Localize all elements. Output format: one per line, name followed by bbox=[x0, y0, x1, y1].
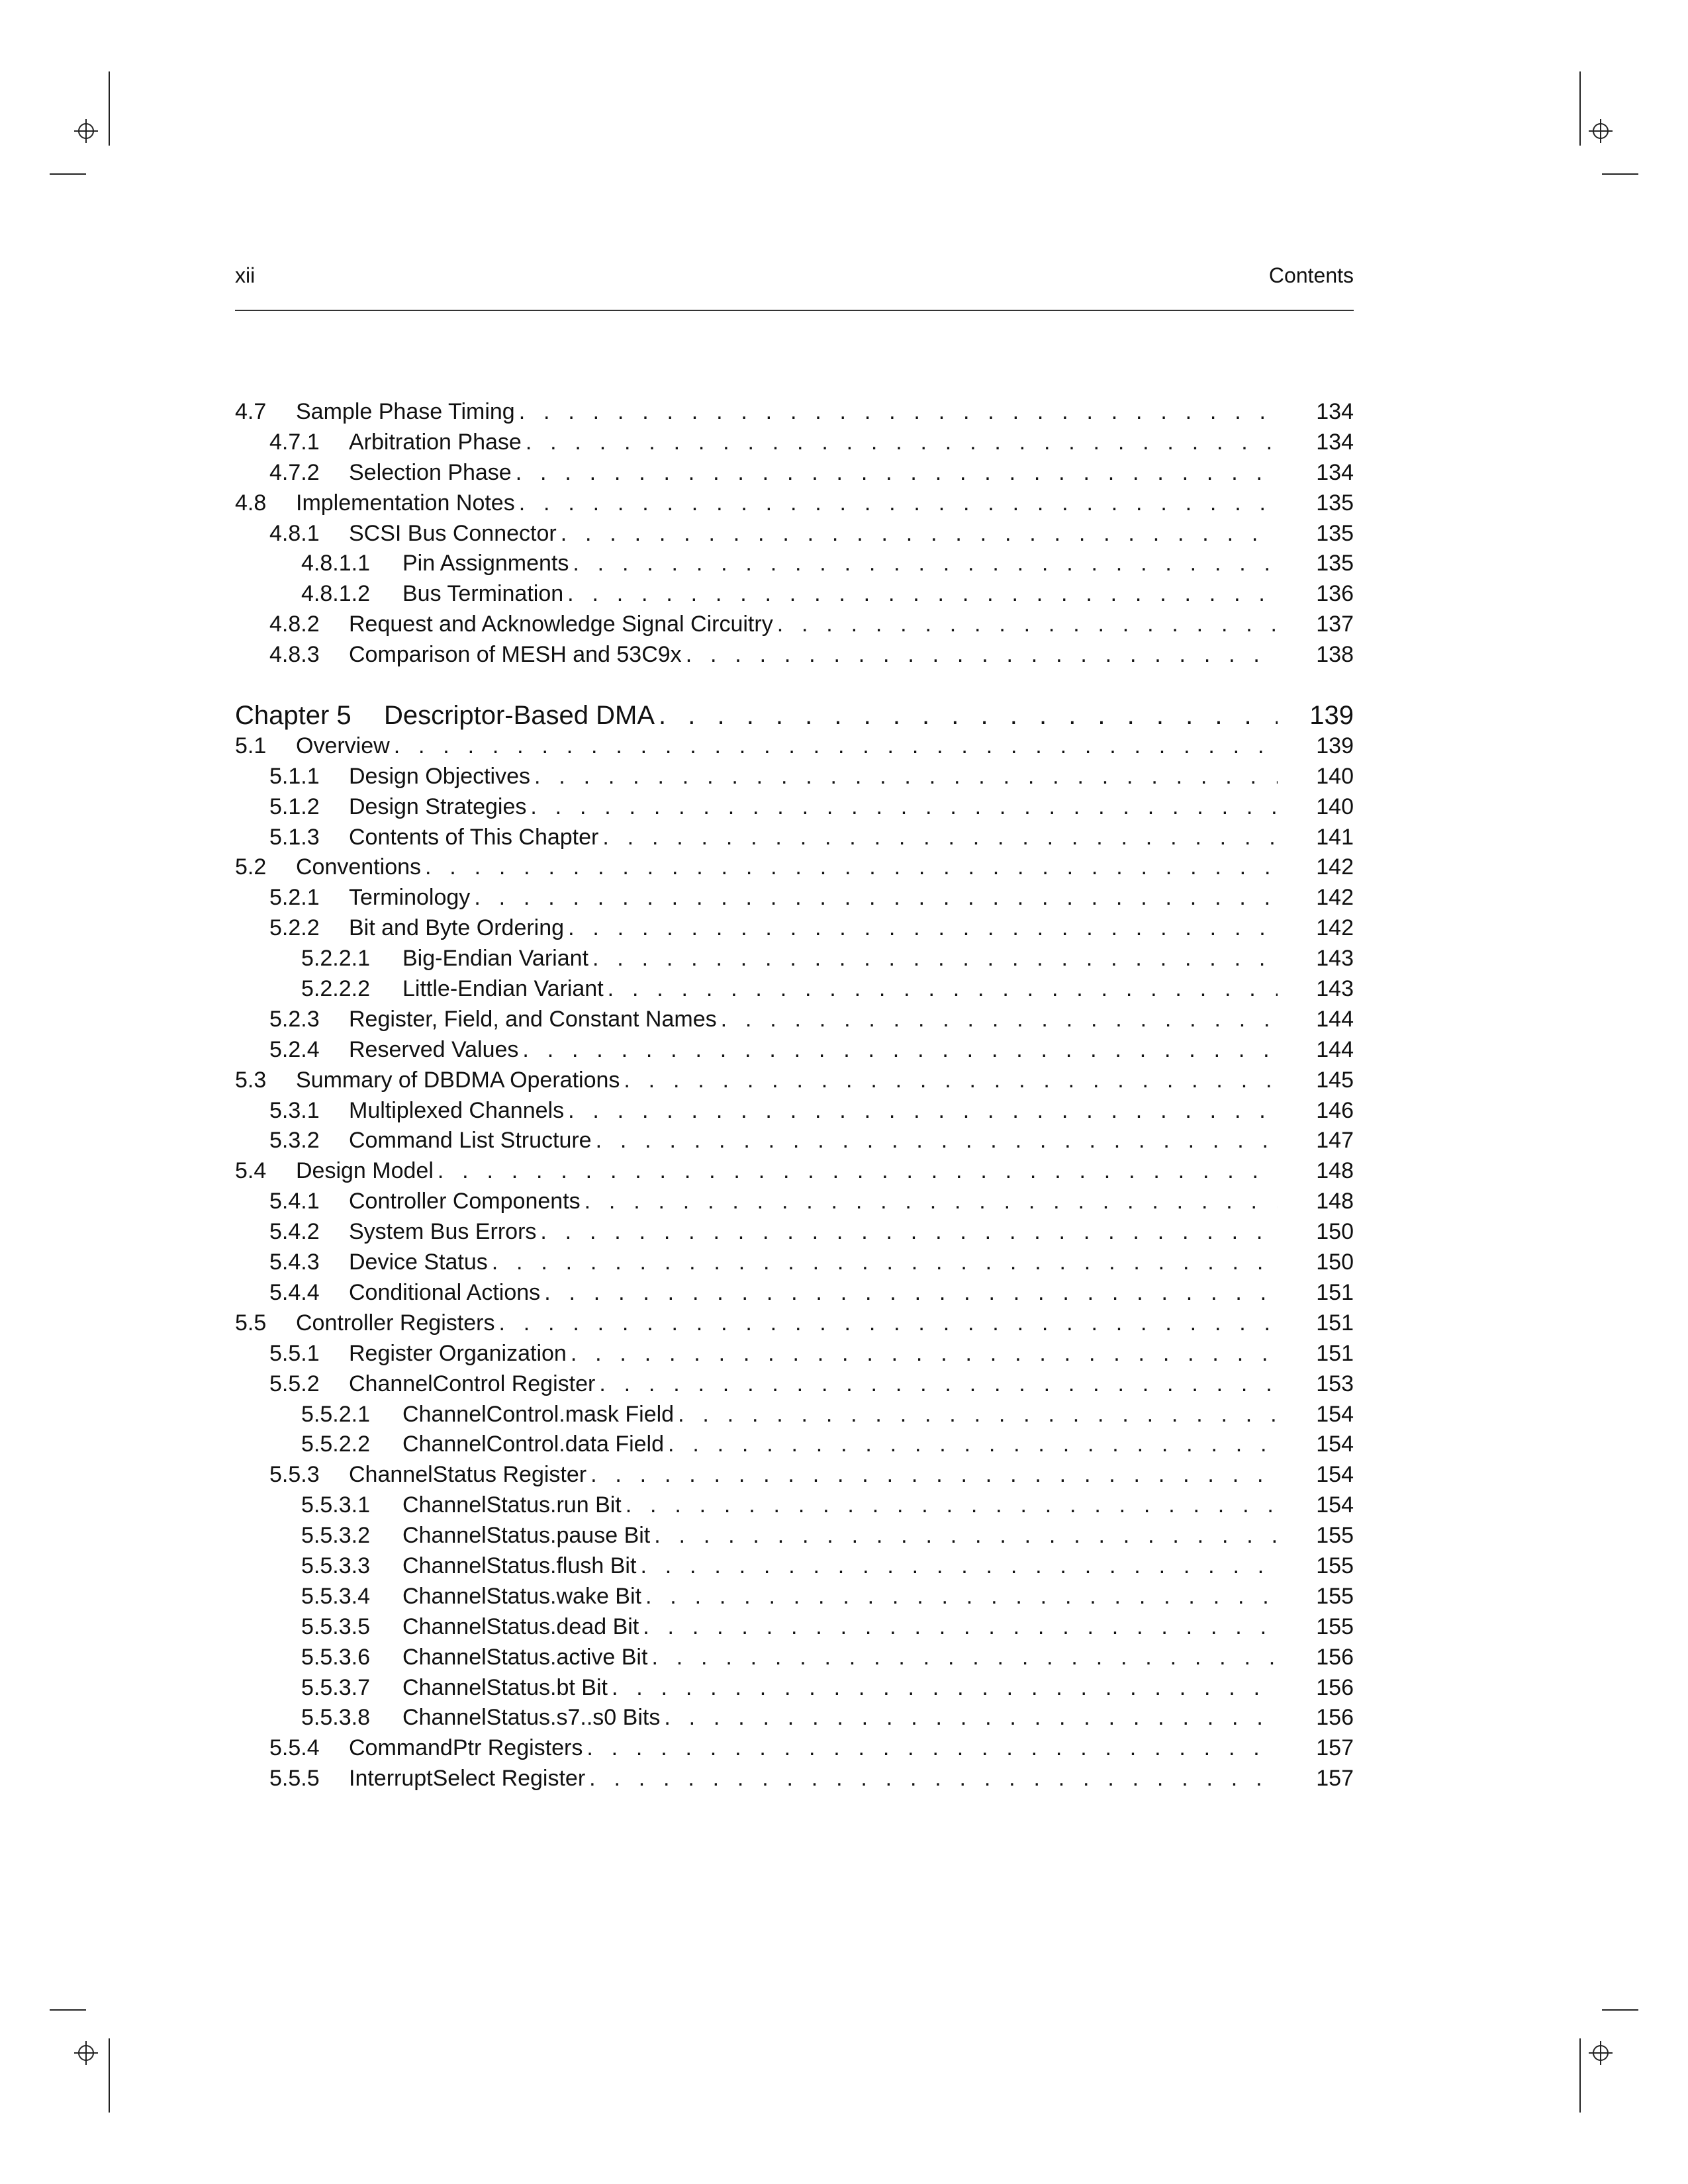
toc-entry-page: 135 bbox=[1316, 490, 1354, 516]
toc-entry-number: 4.8.1.1 bbox=[301, 551, 370, 576]
dot-leader bbox=[494, 1308, 1278, 1339]
dot-leader bbox=[530, 762, 1278, 792]
toc-entry-number: 5.5.3.5 bbox=[301, 1614, 370, 1639]
toc-entry-page: 143 bbox=[1316, 976, 1354, 1002]
toc-entry-title: ChannelControl Register bbox=[349, 1371, 596, 1396]
toc-entry-number: 5.1.2 bbox=[269, 794, 320, 819]
toc-entry[interactable] bbox=[235, 1156, 1354, 1187]
toc-entry[interactable] bbox=[235, 1369, 1354, 1400]
toc-entry-page: 137 bbox=[1316, 612, 1354, 637]
toc-entry-number: 5.2.2.2 bbox=[301, 976, 370, 1002]
toc-entry[interactable] bbox=[235, 1005, 1354, 1035]
toc-entry-title: Multiplexed Channels bbox=[349, 1097, 565, 1123]
toc-entry[interactable] bbox=[235, 792, 1354, 823]
toc-entry-page: 154 bbox=[1316, 1462, 1354, 1488]
running-header bbox=[235, 263, 1354, 290]
toc-entry-number: 4.8.1 bbox=[269, 520, 320, 546]
toc-entry-title: ChannelStatus.s7..s0 Bits bbox=[402, 1705, 661, 1731]
toc-entry-title: InterruptSelect Register bbox=[349, 1766, 586, 1792]
toc-entry-page: 156 bbox=[1316, 1644, 1354, 1670]
dot-leader bbox=[595, 1369, 1278, 1400]
toc-entry-title: Reserved Values bbox=[349, 1036, 519, 1062]
dot-leader bbox=[717, 1005, 1278, 1035]
toc-entry[interactable] bbox=[235, 488, 1354, 519]
toc-entry-page: 135 bbox=[1316, 520, 1354, 546]
toc-entry-page: 150 bbox=[1316, 1250, 1354, 1275]
dot-leader bbox=[421, 852, 1278, 883]
toc-entry-title: Bit and Byte Ordering bbox=[349, 915, 565, 941]
toc-entry[interactable] bbox=[235, 640, 1354, 670]
toc-entry-title: Implementation Notes bbox=[296, 490, 515, 516]
dot-leader bbox=[636, 1551, 1278, 1582]
toc-entry-page: 142 bbox=[1316, 915, 1354, 941]
toc-entry[interactable] bbox=[235, 1066, 1354, 1096]
toc-entry-number: 4.8.2 bbox=[269, 612, 320, 637]
toc-entry-number: 5.1.3 bbox=[269, 824, 320, 850]
dot-leader bbox=[515, 488, 1278, 519]
toc-entry-number: 5.5.2.2 bbox=[301, 1432, 370, 1457]
registration-mark-icon bbox=[74, 119, 98, 143]
toc-entry-title: ChannelStatus.dead Bit bbox=[402, 1614, 639, 1639]
toc-entry-page: 151 bbox=[1316, 1279, 1354, 1305]
toc-entry-number: 5.2.3 bbox=[269, 1006, 320, 1032]
toc-entry-number: 5.5.3.3 bbox=[301, 1553, 370, 1578]
toc-entry-title: ChannelStatus.bt Bit bbox=[402, 1674, 608, 1700]
dot-leader bbox=[650, 1521, 1278, 1551]
toc-entry-page: 157 bbox=[1316, 1766, 1354, 1792]
crop-mark bbox=[50, 173, 86, 175]
dot-leader bbox=[647, 1643, 1278, 1673]
toc-entry-page: 134 bbox=[1316, 459, 1354, 485]
toc-entry[interactable] bbox=[235, 823, 1354, 853]
toc-entry-number: 5.2.1 bbox=[269, 885, 320, 911]
registration-mark-icon bbox=[74, 2041, 98, 2065]
toc-entry-title: Little-Endian Variant bbox=[402, 976, 604, 1002]
dot-leader bbox=[540, 1278, 1278, 1308]
toc-entry-page: 151 bbox=[1316, 1340, 1354, 1366]
dot-leader bbox=[682, 640, 1278, 670]
toc-entry-number: 5.4.1 bbox=[269, 1189, 320, 1214]
toc-entry-page: 135 bbox=[1316, 551, 1354, 576]
dot-leader bbox=[563, 579, 1278, 610]
toc-entry-number: 5.3.2 bbox=[269, 1128, 320, 1154]
crop-mark bbox=[109, 71, 110, 146]
toc-entry[interactable] bbox=[235, 1096, 1354, 1126]
toc-entry-title: Pin Assignments bbox=[402, 551, 569, 576]
toc-entry-title: Command List Structure bbox=[349, 1128, 592, 1154]
toc-entry[interactable] bbox=[235, 1339, 1354, 1369]
toc-entry-title: Summary of DBDMA Operations bbox=[296, 1067, 620, 1093]
toc-entry[interactable] bbox=[235, 913, 1354, 944]
toc-entry[interactable] bbox=[235, 1643, 1354, 1673]
toc-entry[interactable] bbox=[235, 1582, 1354, 1612]
toc-entry[interactable] bbox=[235, 1400, 1354, 1430]
toc-entry-title: ChannelStatus.run Bit bbox=[402, 1492, 622, 1518]
dot-leader bbox=[564, 913, 1278, 944]
dot-leader bbox=[488, 1248, 1278, 1278]
dot-leader bbox=[586, 1460, 1278, 1490]
page-number: xii bbox=[235, 263, 256, 287]
toc-entry-title: ChannelStatus Register bbox=[349, 1462, 587, 1488]
toc-entry-page: 140 bbox=[1316, 763, 1354, 789]
toc-entry-page: 142 bbox=[1316, 854, 1354, 880]
toc-entry[interactable] bbox=[235, 1764, 1354, 1794]
crop-mark bbox=[1579, 2038, 1581, 2113]
toc-entry-title: ChannelStatus.pause Bit bbox=[402, 1523, 651, 1549]
toc-entry[interactable] bbox=[235, 1733, 1354, 1764]
toc-entry-page: 146 bbox=[1316, 1097, 1354, 1123]
dot-leader bbox=[526, 792, 1278, 823]
dot-leader bbox=[567, 1339, 1278, 1369]
toc-entry[interactable] bbox=[235, 1612, 1354, 1643]
toc-entry-page: 153 bbox=[1316, 1371, 1354, 1396]
dot-leader bbox=[557, 519, 1278, 549]
dot-leader bbox=[598, 823, 1278, 853]
toc-entry[interactable] bbox=[235, 1248, 1354, 1278]
toc-entry-title: Arbitration Phase bbox=[349, 429, 522, 455]
toc-entry-title: Design Model bbox=[296, 1158, 434, 1184]
toc-entry-page: 150 bbox=[1316, 1219, 1354, 1245]
toc-entry-page: 156 bbox=[1316, 1674, 1354, 1700]
toc-entry[interactable] bbox=[235, 1430, 1354, 1460]
toc-entry[interactable] bbox=[235, 428, 1354, 458]
dot-leader bbox=[588, 944, 1278, 974]
dot-leader bbox=[592, 1126, 1278, 1156]
toc-entry-title: Design Objectives bbox=[349, 763, 531, 789]
toc-entry[interactable] bbox=[235, 1673, 1354, 1704]
toc-entry-title: Bus Termination bbox=[402, 581, 564, 607]
toc-entry-number: 5.4 bbox=[235, 1158, 267, 1184]
chapter-heading-row[interactable] bbox=[235, 701, 1354, 731]
toc-entry[interactable] bbox=[235, 610, 1354, 640]
toc-entry-number: 4.7 bbox=[235, 399, 267, 424]
toc-entry-page: 134 bbox=[1316, 429, 1354, 455]
toc-entry-title: SCSI Bus Connector bbox=[349, 520, 557, 546]
toc-entry-page: 144 bbox=[1316, 1036, 1354, 1062]
toc-entry-number: 5.4.4 bbox=[269, 1279, 320, 1305]
toc-entry-number: 5.2 bbox=[235, 854, 267, 880]
toc-entry-page: 156 bbox=[1316, 1705, 1354, 1731]
dot-leader bbox=[569, 549, 1278, 579]
toc-entry-title: Controller Registers bbox=[296, 1310, 495, 1336]
dot-leader bbox=[390, 731, 1278, 762]
toc-entry[interactable] bbox=[235, 731, 1354, 762]
toc-entry-number: 4.8 bbox=[235, 490, 267, 516]
toc-entry-page: 155 bbox=[1316, 1583, 1354, 1609]
toc-entry-number: 5.5.3.1 bbox=[301, 1492, 370, 1518]
registration-mark-icon bbox=[1589, 119, 1613, 143]
table-of-contents bbox=[235, 397, 1354, 1794]
dot-leader bbox=[608, 1673, 1278, 1704]
toc-entry[interactable] bbox=[235, 397, 1354, 428]
toc-entry-number: 5.5.4 bbox=[269, 1735, 320, 1761]
toc-entry-number: 5.5.2.1 bbox=[301, 1401, 370, 1427]
dot-leader bbox=[522, 428, 1278, 458]
toc-entry-title: Controller Components bbox=[349, 1189, 581, 1214]
toc-entry-title: CommandPtr Registers bbox=[349, 1735, 583, 1761]
crop-mark bbox=[1602, 173, 1638, 175]
toc-entry-number: 5.5.3.2 bbox=[301, 1523, 370, 1549]
toc-entry-number: 5.5.5 bbox=[269, 1766, 320, 1792]
toc-section-chapter-5 bbox=[235, 731, 1354, 1794]
toc-entry-number: 5.5.3.6 bbox=[301, 1644, 370, 1670]
toc-entry-page: 141 bbox=[1316, 824, 1354, 850]
crop-mark bbox=[50, 2009, 86, 2011]
toc-entry-page: 155 bbox=[1316, 1523, 1354, 1549]
toc-entry-title: ChannelControl.mask Field bbox=[402, 1401, 675, 1427]
toc-entry-page: 144 bbox=[1316, 1006, 1354, 1032]
toc-entry-title: Selection Phase bbox=[349, 459, 512, 485]
dot-leader bbox=[660, 1703, 1278, 1733]
dot-leader bbox=[620, 1066, 1278, 1096]
toc-entry[interactable] bbox=[235, 1308, 1354, 1339]
toc-entry-number: 5.2.2 bbox=[269, 915, 320, 941]
toc-entry-title: Sample Phase Timing bbox=[296, 399, 515, 424]
chapter-title: Descriptor-Based DMA bbox=[384, 701, 655, 731]
toc-entry-page: 145 bbox=[1316, 1067, 1354, 1093]
toc-entry-number: 4.8.1.2 bbox=[301, 581, 370, 607]
toc-entry-page: 136 bbox=[1316, 581, 1354, 607]
toc-entry[interactable] bbox=[235, 579, 1354, 610]
toc-entry-number: 5.3.1 bbox=[269, 1097, 320, 1123]
toc-entry-page: 142 bbox=[1316, 885, 1354, 911]
toc-entry[interactable] bbox=[235, 1217, 1354, 1248]
toc-entry-page: 151 bbox=[1316, 1310, 1354, 1336]
crop-mark bbox=[1579, 71, 1581, 146]
toc-entry-title: Overview bbox=[296, 733, 390, 758]
toc-section-chapter-4 bbox=[235, 397, 1354, 670]
toc-entry-number: 4.8.3 bbox=[269, 642, 320, 668]
dot-leader bbox=[773, 610, 1278, 640]
toc-entry-title: Conventions bbox=[296, 854, 422, 880]
header-rule bbox=[235, 310, 1354, 311]
toc-entry[interactable] bbox=[235, 1460, 1354, 1490]
toc-entry-number: 5.4.3 bbox=[269, 1250, 320, 1275]
toc-entry-number: 4.7.1 bbox=[269, 429, 320, 455]
chapter-number: Chapter 5 bbox=[235, 701, 352, 731]
toc-entry-number: 5.1 bbox=[235, 733, 267, 758]
toc-entry-page: 143 bbox=[1316, 946, 1354, 972]
toc-entry-title: Conditional Actions bbox=[349, 1279, 541, 1305]
dot-leader bbox=[518, 1035, 1278, 1066]
toc-entry-number: 5.2.2.1 bbox=[301, 946, 370, 972]
toc-entry-number: 5.5.3.4 bbox=[301, 1583, 370, 1609]
toc-entry[interactable] bbox=[235, 1278, 1354, 1308]
toc-entry-page: 154 bbox=[1316, 1492, 1354, 1518]
toc-entry[interactable] bbox=[235, 762, 1354, 792]
toc-entry-title: ChannelStatus.flush Bit bbox=[402, 1553, 637, 1578]
toc-entry[interactable] bbox=[235, 1703, 1354, 1733]
dot-leader bbox=[470, 883, 1278, 913]
toc-entry-title: ChannelStatus.wake Bit bbox=[402, 1583, 641, 1609]
toc-entry[interactable] bbox=[235, 1035, 1354, 1066]
crop-mark bbox=[109, 2038, 110, 2113]
toc-entry-title: Device Status bbox=[349, 1250, 488, 1275]
toc-entry-title: Terminology bbox=[349, 885, 471, 911]
toc-entry-number: 5.5.3.7 bbox=[301, 1674, 370, 1700]
toc-entry[interactable] bbox=[235, 883, 1354, 913]
toc-entry-number: 5.5.3 bbox=[269, 1462, 320, 1488]
dot-leader bbox=[639, 1612, 1278, 1643]
dot-leader bbox=[585, 1764, 1278, 1794]
header-section-title: Contents bbox=[1268, 263, 1354, 287]
toc-entry[interactable] bbox=[235, 1551, 1354, 1582]
chapter-page: 139 bbox=[1309, 701, 1354, 731]
dot-leader bbox=[664, 1430, 1278, 1460]
toc-entry-number: 5.5.1 bbox=[269, 1340, 320, 1366]
toc-entry-page: 140 bbox=[1316, 794, 1354, 819]
toc-entry-number: 5.1.1 bbox=[269, 763, 320, 789]
dot-leader bbox=[655, 701, 1278, 731]
toc-entry-page: 157 bbox=[1316, 1735, 1354, 1761]
toc-entry[interactable] bbox=[235, 944, 1354, 974]
dot-leader bbox=[536, 1217, 1278, 1248]
toc-entry-number: 4.7.2 bbox=[269, 459, 320, 485]
crop-mark bbox=[1602, 2009, 1638, 2011]
dot-leader bbox=[515, 397, 1278, 428]
dot-leader bbox=[583, 1733, 1278, 1764]
toc-entry-page: 154 bbox=[1316, 1401, 1354, 1427]
dot-leader bbox=[604, 974, 1278, 1005]
toc-entry-number: 5.2.4 bbox=[269, 1036, 320, 1062]
dot-leader bbox=[674, 1400, 1278, 1430]
dot-leader bbox=[564, 1096, 1278, 1126]
toc-entry[interactable] bbox=[235, 549, 1354, 579]
toc-entry[interactable] bbox=[235, 458, 1354, 488]
toc-entry-page: 155 bbox=[1316, 1614, 1354, 1639]
toc-entry-title: System Bus Errors bbox=[349, 1219, 537, 1245]
toc-entry[interactable] bbox=[235, 1490, 1354, 1521]
dot-leader bbox=[434, 1156, 1278, 1187]
toc-entry-number: 5.5.3.8 bbox=[301, 1705, 370, 1731]
toc-entry-title: Request and Acknowledge Signal Circuitry bbox=[349, 612, 773, 637]
toc-entry-title: Register, Field, and Constant Names bbox=[349, 1006, 717, 1032]
toc-entry-page: 138 bbox=[1316, 642, 1354, 668]
toc-entry-page: 155 bbox=[1316, 1553, 1354, 1578]
toc-entry-number: 5.4.2 bbox=[269, 1219, 320, 1245]
toc-entry[interactable] bbox=[235, 519, 1354, 549]
toc-entry-number: 5.5.2 bbox=[269, 1371, 320, 1396]
toc-entry-page: 134 bbox=[1316, 399, 1354, 424]
toc-entry[interactable] bbox=[235, 974, 1354, 1005]
toc-entry[interactable] bbox=[235, 852, 1354, 883]
dot-leader bbox=[512, 458, 1278, 488]
dot-leader bbox=[641, 1582, 1278, 1612]
toc-entry-page: 148 bbox=[1316, 1189, 1354, 1214]
toc-entry[interactable] bbox=[235, 1126, 1354, 1156]
registration-mark-icon bbox=[1589, 2041, 1613, 2065]
toc-entry[interactable] bbox=[235, 1521, 1354, 1551]
toc-entry-number: 5.5 bbox=[235, 1310, 267, 1336]
toc-entry-page: 154 bbox=[1316, 1432, 1354, 1457]
dot-leader bbox=[581, 1187, 1278, 1217]
toc-entry-title: Design Strategies bbox=[349, 794, 527, 819]
toc-entry-title: Comparison of MESH and 53C9x bbox=[349, 642, 682, 668]
toc-entry-title: Contents of This Chapter bbox=[349, 824, 599, 850]
toc-entry-page: 148 bbox=[1316, 1158, 1354, 1184]
toc-entry-page: 147 bbox=[1316, 1128, 1354, 1154]
dot-leader bbox=[622, 1490, 1278, 1521]
toc-entry-page: 139 bbox=[1316, 733, 1354, 758]
toc-entry-title: ChannelStatus.active Bit bbox=[402, 1644, 648, 1670]
toc-entry-title: ChannelControl.data Field bbox=[402, 1432, 665, 1457]
toc-entry-number: 5.3 bbox=[235, 1067, 267, 1093]
toc-entry[interactable] bbox=[235, 1187, 1354, 1217]
toc-entry-title: Register Organization bbox=[349, 1340, 567, 1366]
toc-entry-title: Big-Endian Variant bbox=[402, 946, 588, 972]
